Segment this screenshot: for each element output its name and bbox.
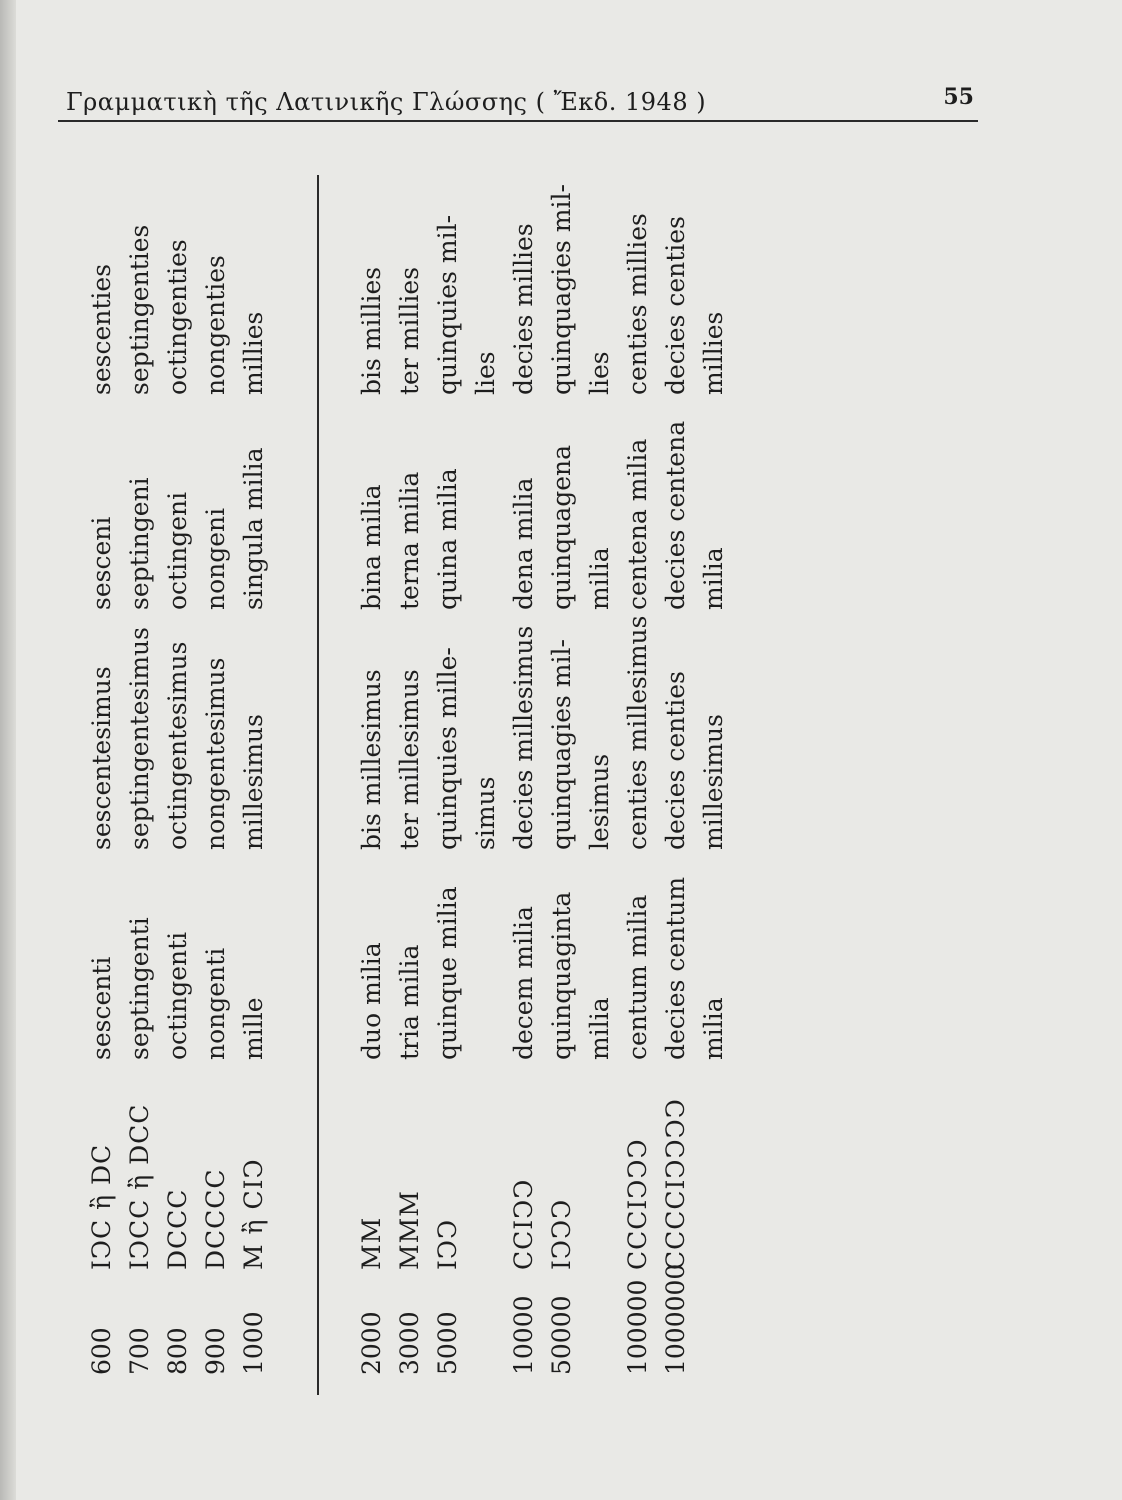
cell-cardinal: decem milia [509, 906, 538, 1060]
cell-roman: CCCIↃↃↃ [623, 1138, 652, 1270]
numeral-table [72, 135, 732, 1395]
cell-ordinal: millesimus [239, 714, 268, 850]
cell-adverb: decies millies [509, 223, 538, 395]
cell-roman: MMM [395, 1190, 424, 1270]
page-edge [0, 0, 16, 1500]
cell-ordinal: simus [471, 776, 500, 850]
cell-ordinal: nongentesimus [201, 657, 230, 850]
cell-ordinal: septingentesimus [125, 627, 154, 850]
cell-distributive: milia [699, 547, 728, 610]
cell-roman: M ἢ CIↃ [239, 1158, 268, 1270]
table-row [352, 135, 392, 1395]
cell-distributive: milia [585, 547, 614, 610]
cell-adverb: bis millies [357, 266, 386, 395]
cell-roman: CCIↃↃ [509, 1178, 538, 1270]
cell-adverb: millies [699, 311, 728, 395]
cell-cardinal: centum milia [623, 894, 652, 1060]
cell-ordinal: ter millesimus [395, 669, 424, 850]
cell-distributive: quinquagena [547, 444, 576, 610]
table-divider [317, 175, 319, 1395]
cell-adverb: septingenties [125, 224, 154, 395]
cell-ordinal: bis millesimus [357, 669, 386, 850]
cell-distributive: decies centena [661, 420, 690, 610]
cell-number: 900 [201, 1327, 230, 1375]
cell-ordinal: octingentesimus [163, 641, 192, 850]
table-row [694, 135, 734, 1395]
table-row [158, 135, 198, 1395]
cell-distributive: sesceni [87, 516, 116, 610]
cell-cardinal: quinque milia [433, 886, 462, 1060]
cell-roman: DCCCC [201, 1168, 230, 1270]
cell-ordinal: quinquagies mil- [547, 639, 576, 850]
cell-ordinal: lesimus [585, 753, 614, 850]
cell-distributive: dena milia [509, 477, 538, 610]
cell-distributive: septingeni [125, 477, 154, 610]
cell-number: 1000 [239, 1311, 268, 1375]
cell-adverb: nongenties [201, 255, 230, 395]
table-row [390, 135, 430, 1395]
cell-adverb: millies [239, 311, 268, 395]
cell-number: 100000 [623, 1279, 652, 1375]
cell-number: 10000 [509, 1295, 538, 1375]
cell-roman: IↃↃ [433, 1218, 462, 1270]
cell-distributive: terna milia [395, 471, 424, 610]
rotated-table [72, 135, 732, 1395]
cell-cardinal: milia [585, 997, 614, 1060]
running-head [58, 84, 978, 122]
cell-distributive: nongeni [201, 507, 230, 610]
table-row [120, 135, 160, 1395]
cell-adverb: lies [585, 351, 614, 395]
cell-adverb: quinquagies mil- [547, 184, 576, 395]
cell-cardinal: sescenti [87, 956, 116, 1060]
cell-roman: IↃCC ἢ DCC [125, 1103, 154, 1270]
cell-cardinal: decies centum [661, 876, 690, 1060]
cell-roman: IↃC ἢ DC [87, 1143, 116, 1270]
cell-number: 5000 [433, 1311, 462, 1375]
cell-distributive: quina milia [433, 468, 462, 610]
cell-adverb: sescenties [87, 263, 116, 395]
cell-distributive: bina milia [357, 484, 386, 610]
page-title: Γραμματικὴ τῆς Λατινικῆς Γλώσσης ( Ἔκδ. 1948 ) [66, 88, 707, 116]
page-number: 55 [943, 84, 974, 110]
table-row [234, 135, 274, 1395]
cell-cardinal: septingenti [125, 917, 154, 1060]
cell-ordinal: centies millesimus [623, 615, 652, 850]
cell-number: 600 [87, 1327, 116, 1375]
cell-ordinal: decies centies [661, 671, 690, 850]
cell-roman: DCCC [163, 1188, 192, 1270]
cell-number: 700 [125, 1327, 154, 1375]
cell-ordinal: decies millesimus [509, 625, 538, 850]
table-row [82, 135, 122, 1395]
cell-adverb: quinquies mil- [433, 214, 462, 395]
cell-adverb: decies centies [661, 216, 690, 395]
cell-ordinal: millesimus [699, 714, 728, 850]
cell-cardinal: duo milia [357, 942, 386, 1060]
table-row [656, 135, 696, 1395]
cell-roman: CCCCIↃↃↃↃ [661, 1098, 690, 1270]
cell-number: 800 [163, 1327, 192, 1375]
cell-distributive: centena milia [623, 438, 652, 610]
cell-adverb: centies millies [623, 213, 652, 395]
cell-adverb: lies [471, 351, 500, 395]
table-row [580, 135, 620, 1395]
cell-cardinal: milia [699, 997, 728, 1060]
cell-number: 50000 [547, 1295, 576, 1375]
table-row [542, 135, 582, 1395]
cell-roman: IↃↃↃ [547, 1198, 576, 1270]
cell-roman: MM [357, 1216, 386, 1270]
table-row [504, 135, 544, 1395]
cell-cardinal: tria milia [395, 944, 424, 1060]
cell-ordinal: quinquies mille- [433, 647, 462, 850]
cell-number: 1000000 [661, 1263, 690, 1375]
cell-cardinal: octingenti [163, 931, 192, 1060]
cell-ordinal: sescentesimus [87, 666, 116, 850]
cell-cardinal: mille [239, 997, 268, 1060]
cell-cardinal: quinquaginta [547, 891, 576, 1060]
table-row [428, 135, 468, 1395]
cell-adverb: octingenties [163, 239, 192, 395]
cell-adverb: ter millies [395, 266, 424, 395]
table-row [196, 135, 236, 1395]
cell-number: 2000 [357, 1311, 386, 1375]
cell-distributive: octingeni [163, 491, 192, 610]
table-row [618, 135, 658, 1395]
cell-cardinal: nongenti [201, 947, 230, 1060]
cell-number: 3000 [395, 1311, 424, 1375]
cell-distributive: singula milia [239, 447, 268, 610]
table-row [466, 135, 506, 1395]
